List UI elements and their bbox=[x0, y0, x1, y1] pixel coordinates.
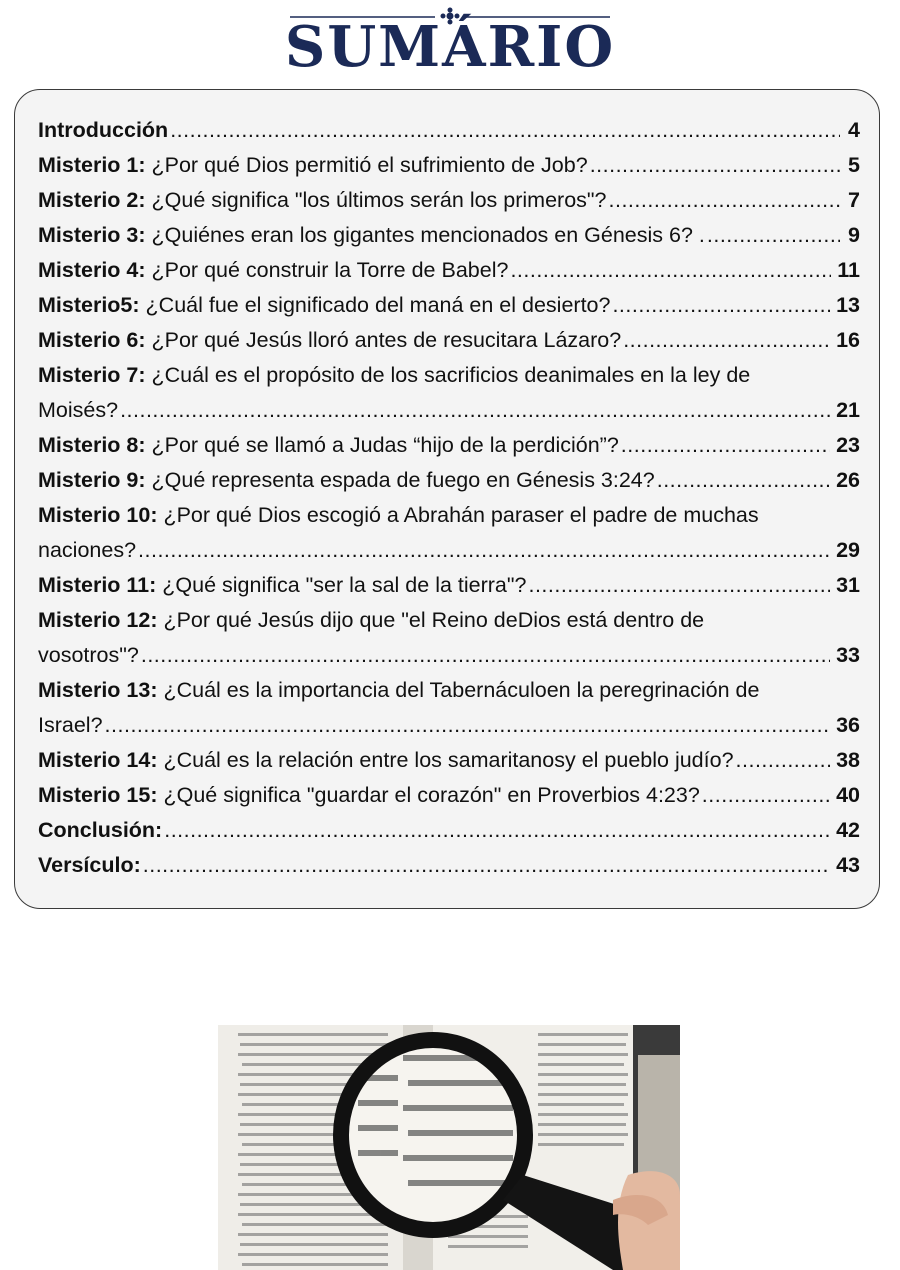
dot-leader bbox=[707, 218, 840, 253]
dot-leader bbox=[164, 813, 830, 848]
toc-entry-text bbox=[38, 288, 610, 323]
toc-page-number: 38 bbox=[836, 748, 860, 772]
toc-page-number: 7 bbox=[848, 188, 860, 212]
toc-entry-text bbox=[38, 778, 700, 813]
toc-entry bbox=[38, 813, 860, 848]
toc-entry bbox=[38, 288, 860, 323]
toc-entry-title-continuation: naciones? bbox=[38, 538, 137, 562]
toc-entry-label: Misterio 13: bbox=[38, 678, 158, 702]
toc-entry-label: Misterio 11: bbox=[38, 573, 157, 597]
toc-entry bbox=[38, 568, 860, 603]
dot-leader bbox=[138, 533, 830, 568]
toc-entry bbox=[38, 778, 860, 813]
toc-page-number: 36 bbox=[836, 713, 860, 737]
toc-entry-title: ¿Por qué Dios escogió a Abrahán paraser el padre de muchas bbox=[157, 503, 759, 527]
toc-entry bbox=[38, 498, 860, 533]
dot-leader bbox=[623, 323, 830, 358]
dot-leader bbox=[510, 253, 831, 288]
toc-entry-text bbox=[38, 148, 588, 183]
dot-leader bbox=[120, 393, 830, 428]
toc-entry-label: Misterio 8: bbox=[38, 433, 146, 457]
toc-entry-label: Misterio 12: bbox=[38, 608, 158, 632]
dot-leader bbox=[141, 638, 830, 673]
toc-entry-title: ¿Qué significa "guardar el corazón" en Proverbios 4:23? bbox=[157, 783, 700, 807]
page-title: SUMÁRIO bbox=[284, 14, 616, 80]
toc-entry-text bbox=[38, 183, 607, 218]
toc-entry-text bbox=[38, 428, 619, 463]
toc-entry-text bbox=[38, 323, 621, 358]
toc-entry-text bbox=[38, 848, 141, 883]
toc-page-number: 40 bbox=[836, 783, 860, 807]
toc-entry-text bbox=[38, 218, 705, 253]
toc-entry bbox=[38, 428, 860, 463]
toc-entry-label: Misterio 2: bbox=[38, 188, 146, 212]
toc-entry bbox=[38, 323, 860, 358]
toc-entry bbox=[38, 393, 860, 428]
toc-entry-title-continuation: vosotros"? bbox=[38, 643, 139, 667]
toc-entry-label: Misterio 10: bbox=[38, 503, 158, 527]
dot-leader bbox=[612, 288, 830, 323]
toc-entry-title: ¿Cuál es la importancia del Tabernáculoen la peregrinación de bbox=[157, 678, 760, 702]
toc-entry-label: Misterio 3: bbox=[38, 223, 146, 247]
toc-entry bbox=[38, 673, 860, 708]
toc-entry-label: Misterio 4: bbox=[38, 258, 146, 282]
dot-leader bbox=[143, 848, 830, 883]
dot-leader bbox=[621, 428, 830, 463]
toc-entry bbox=[38, 148, 860, 183]
toc-page-number: 26 bbox=[836, 468, 860, 492]
toc-page-number: 16 bbox=[836, 328, 860, 352]
toc-entry bbox=[38, 708, 860, 743]
toc-entry-title: ¿Por qué Dios permitió el sufrimiento de Job? bbox=[145, 153, 588, 177]
toc-entry-title: ¿Cuál es el propósito de los sacrificios deanimales en la ley de bbox=[145, 363, 751, 387]
toc-entry-text bbox=[38, 463, 655, 498]
toc-entry bbox=[38, 848, 860, 883]
toc-entry-label: Versículo: bbox=[38, 853, 141, 877]
toc-entry bbox=[38, 463, 860, 498]
toc-entry-label: Misterio 9: bbox=[38, 468, 146, 492]
toc-entry bbox=[38, 603, 860, 638]
toc-entry-title: ¿Qué significa "ser la sal de la tierra"? bbox=[156, 573, 527, 597]
toc-entry-text bbox=[38, 813, 162, 848]
dot-leader bbox=[105, 708, 831, 743]
toc-entry-label: Misterio 7: bbox=[38, 363, 146, 387]
dot-leader bbox=[170, 113, 840, 148]
header bbox=[0, 0, 900, 90]
toc-entry bbox=[38, 638, 860, 673]
toc-page-number: 13 bbox=[836, 293, 860, 317]
toc-entry-text bbox=[38, 113, 168, 148]
toc-page-number: 21 bbox=[836, 398, 860, 422]
toc-entry-title-continuation: Moisés? bbox=[38, 398, 119, 422]
toc-entry bbox=[38, 358, 860, 393]
toc-entry-title: ¿Qué representa espada de fuego en Génesis 3:24? bbox=[145, 468, 655, 492]
toc-page-number: 5 bbox=[848, 153, 860, 177]
toc-entry-title: ¿Quiénes eran los gigantes mencionados en Génesis 6? . bbox=[145, 223, 705, 247]
toc-entry-text bbox=[38, 253, 508, 288]
dot-leader bbox=[736, 743, 831, 778]
toc-entry bbox=[38, 183, 860, 218]
toc-entry-label: Misterio 15: bbox=[38, 783, 158, 807]
toc-entry bbox=[38, 113, 860, 148]
toc-entry-label: Misterio 14: bbox=[38, 748, 158, 772]
dot-leader bbox=[702, 778, 830, 813]
toc-entry-text bbox=[38, 673, 759, 708]
toc-entry-label: Conclusión: bbox=[38, 818, 163, 842]
toc-entry-title: ¿Qué significa "los últimos serán los primeros"? bbox=[145, 188, 607, 212]
toc-entry-text bbox=[38, 743, 734, 778]
toc-page-number: 9 bbox=[848, 223, 860, 247]
toc-page-number: 33 bbox=[836, 643, 860, 667]
toc-entry-title: ¿Por qué Jesús lloró antes de resucitara Lázaro? bbox=[145, 328, 622, 352]
dot-leader bbox=[609, 183, 841, 218]
toc-entry-text bbox=[38, 498, 759, 533]
toc-entry-title: ¿Cuál es la relación entre los samaritanosy el pueblo judío? bbox=[157, 748, 734, 772]
dot-leader bbox=[528, 568, 830, 603]
toc-entry-title: ¿Por qué Jesús dijo que "el Reino deDios está dentro de bbox=[157, 608, 705, 632]
toc-page-number: 42 bbox=[836, 818, 860, 842]
toc-page-number: 11 bbox=[837, 258, 860, 282]
toc-entry-title: ¿Por qué se llamó a Judas “hijo de la perdición”? bbox=[145, 433, 619, 457]
toc-entry-title-continuation: Israel? bbox=[38, 713, 103, 737]
magnifying-glass-over-bible-icon bbox=[218, 1025, 680, 1270]
toc-page-number: 4 bbox=[848, 118, 860, 142]
toc-entry-label: Misterio 1: bbox=[38, 153, 146, 177]
toc-entry-title: ¿Por qué construir la Torre de Babel? bbox=[145, 258, 509, 282]
toc-entry-text bbox=[38, 568, 526, 603]
dot-leader bbox=[657, 463, 830, 498]
toc-entry bbox=[38, 743, 860, 778]
toc-page-number: 31 bbox=[836, 573, 860, 597]
table-of-contents bbox=[38, 113, 860, 883]
toc-entry bbox=[38, 253, 860, 288]
toc-page-number: 23 bbox=[836, 433, 860, 457]
toc-entry-label: Misterio5: bbox=[38, 293, 140, 317]
toc-entry bbox=[38, 533, 860, 568]
dot-leader bbox=[590, 148, 840, 183]
toc-entry-title: ¿Cuál fue el significado del maná en el desierto? bbox=[139, 293, 611, 317]
toc-page-number: 29 bbox=[836, 538, 860, 562]
toc-entry-label: Misterio 6: bbox=[38, 328, 146, 352]
toc-entry-label: Introducción bbox=[38, 118, 169, 142]
toc-entry bbox=[38, 218, 860, 253]
toc-entry-text bbox=[38, 358, 750, 393]
toc-page-number: 43 bbox=[836, 853, 860, 877]
toc-entry-text bbox=[38, 603, 704, 638]
